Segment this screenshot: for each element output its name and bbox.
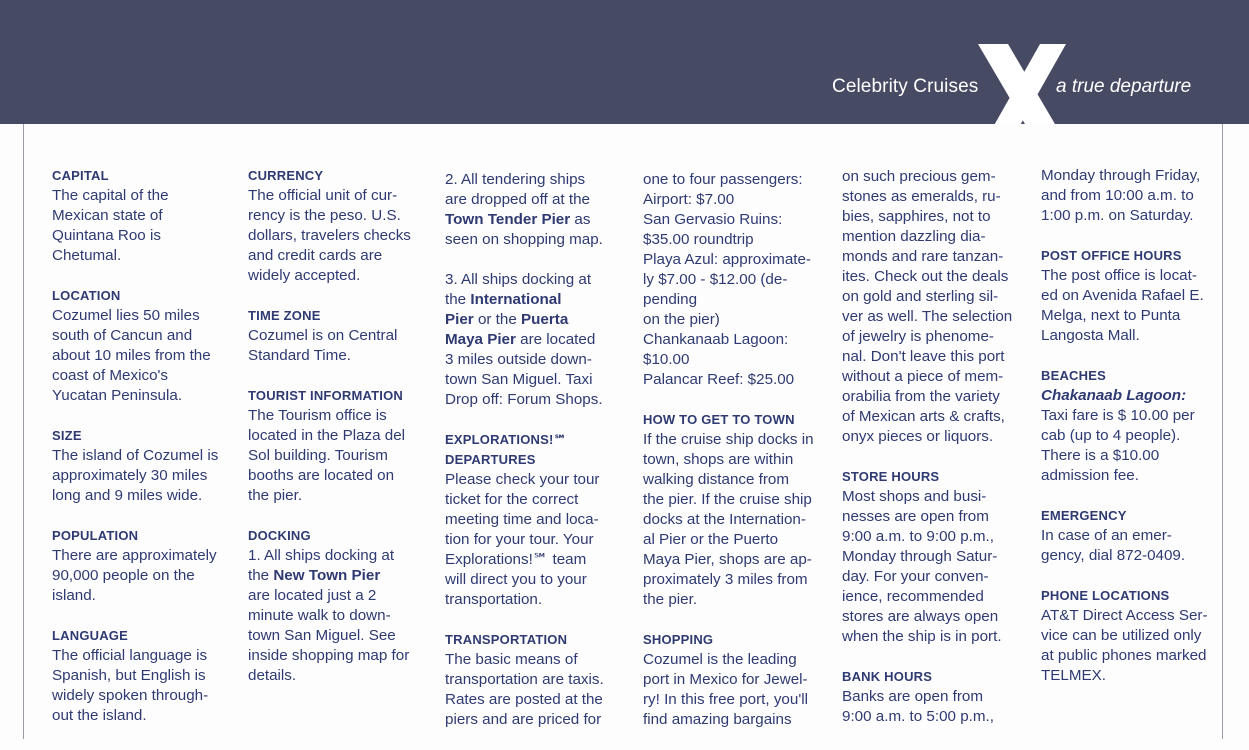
text-line: Maya Pier, shops are ap-: [643, 551, 812, 568]
text-line: Playa Azul: approximate-: [643, 251, 811, 268]
text-line: find amazing bargains: [643, 711, 792, 728]
text-line: Monday through Friday,: [1041, 167, 1201, 184]
text-line: approximately 30 miles: [52, 467, 208, 484]
section-shopping: [643, 630, 829, 730]
text-line: out the island.: [52, 707, 147, 724]
text-line: Please check your tour: [445, 471, 600, 488]
text-line: The basic means of: [445, 651, 578, 668]
heading-tourist-information: TOURIST INFORMATION: [248, 388, 403, 403]
section-store-hours: [842, 467, 1028, 647]
text-line: $10.00: [643, 351, 690, 368]
text-line: widely accepted.: [248, 267, 361, 284]
heading-explorations: EXPLORATIONS!℠: [445, 432, 567, 447]
text-line: ry! In this free port, you'll: [643, 691, 808, 708]
text-line: Melga, next to Punta: [1041, 307, 1181, 324]
text-line: Monday through Satur-: [842, 548, 998, 565]
text-line: island.: [52, 587, 96, 604]
header-banner: [0, 0, 1249, 124]
text-line: admission fee.: [1041, 467, 1139, 484]
text-line: about 10 miles from the: [52, 347, 211, 364]
text-line: inside shopping map for: [248, 647, 410, 664]
heading-docking: DOCKING: [248, 528, 311, 543]
text-line: Rates are posted at the: [445, 691, 603, 708]
text-line: port in Mexico for Jewel-: [643, 671, 808, 688]
text-line: 3. All ships docking at: [445, 271, 592, 288]
pier-name: New Town Pier: [273, 567, 381, 584]
text-line: Mexican state of: [52, 207, 163, 224]
text-line: Yucatan Peninsula.: [52, 387, 183, 404]
text-line: 9:00 a.m. to 9:00 p.m.,: [842, 528, 994, 545]
section-transportation: [445, 630, 631, 730]
heading-language: LANGUAGE: [52, 628, 128, 643]
text-line: [248, 566, 434, 586]
text-line: Sol building. Tourism: [248, 447, 388, 464]
text-line: 90,000 people on the: [52, 567, 195, 584]
heading-size: SIZE: [52, 428, 82, 443]
text-line: of Mexican arts & crafts,: [842, 408, 1005, 425]
heading-shopping: SHOPPING: [643, 632, 714, 647]
text-line: day. For your conven-: [842, 568, 989, 585]
text-line: In case of an emer-: [1041, 527, 1172, 544]
heading-store-hours: STORE HOURS: [842, 469, 940, 484]
text-line: 2. All tendering ships: [445, 171, 586, 188]
text-line: proximately 3 miles from: [643, 571, 808, 588]
text-line: 1:00 p.m. on Saturday.: [1041, 207, 1194, 224]
text-line: tion for your tour. Your: [445, 531, 594, 548]
text-line: [445, 210, 631, 230]
text-line: minute walk to down-: [248, 607, 391, 624]
heading-departures: DEPARTURES: [445, 452, 536, 467]
pier-name: Puerta: [521, 311, 569, 328]
text-line: Banks are open from: [842, 688, 983, 705]
text-fragment: are located: [515, 331, 596, 348]
left-rule: [23, 124, 24, 739]
text-line: the pier.: [248, 487, 303, 504]
text-line: TELMEX.: [1041, 667, 1106, 684]
column-1: [52, 166, 238, 746]
tagline: a true departure: [1056, 76, 1192, 97]
text-line: [445, 310, 631, 330]
text-fragment: as: [570, 211, 591, 228]
heading-time-zone: TIME ZONE: [248, 308, 321, 323]
text-line: long and 9 miles wide.: [52, 487, 203, 504]
section-time-zone: [248, 306, 434, 366]
text-line: ites. Check out the deals: [842, 268, 1009, 285]
text-line: 3 miles outside down-: [445, 351, 592, 368]
text-line: The capital of the: [52, 187, 169, 204]
text-line: south of Cancun and: [52, 327, 193, 344]
text-line: gency, dial 872-0409.: [1041, 547, 1186, 564]
pier-name: Town Tender Pier: [445, 211, 571, 228]
text-line: Standard Time.: [248, 347, 351, 364]
section-how-to-get-to-town: [643, 410, 829, 610]
text-line: If the cruise ship docks in: [643, 431, 814, 448]
text-line: on such precious gem-: [842, 168, 996, 185]
text-line: There is a $10.00: [1041, 447, 1160, 464]
text-line: will direct you to your: [445, 571, 587, 588]
text-line: Airport: $7.00: [643, 191, 735, 208]
section-post-office-hours: [1041, 246, 1227, 346]
section-docking-3: [445, 270, 631, 410]
text-line: Cozumel lies 50 miles: [52, 307, 200, 324]
text-line: ly $7.00 - $12.00 (de-: [643, 271, 788, 288]
column-2: [248, 166, 434, 706]
section-explorations: [445, 430, 631, 610]
text-line: and credit cards are: [248, 247, 383, 264]
brand-name: Celebrity Cruises: [832, 76, 979, 97]
text-line: seen on shopping map.: [445, 231, 603, 248]
text-line: The official language is: [52, 647, 208, 664]
heading-post-office-hours: POST OFFICE HOURS: [1041, 248, 1182, 263]
text-line: one to four passengers:: [643, 171, 803, 188]
column-6: [1041, 166, 1227, 706]
text-line: The post office is locat-: [1041, 267, 1197, 284]
text-line: nal. Don't leave this port: [842, 348, 1005, 365]
text-line: transportation are taxis.: [445, 671, 604, 688]
text-line: without a piece of mem-: [842, 368, 1004, 385]
text-line: nesses are open from: [842, 508, 989, 525]
section-currency: [248, 166, 434, 286]
text-line: when the ship is in port.: [842, 628, 1002, 645]
text-line: details.: [248, 667, 297, 684]
section-bank-hours: [842, 667, 1028, 727]
text-line: Most shops and busi-: [842, 488, 987, 505]
text-line: Spanish, but English is: [52, 667, 206, 684]
text-line: onyx pieces or liquors.: [842, 428, 994, 445]
text-line: located in the Plaza del: [248, 427, 406, 444]
text-line: [445, 290, 631, 310]
text-line: Quintana Roo is: [52, 227, 161, 244]
heading-population: POPULATION: [52, 528, 139, 543]
section-population: [52, 526, 238, 606]
text-line: docks at the Internation-: [643, 511, 806, 528]
section-docking-2: [445, 170, 631, 250]
beach-name: Chakanaab Lagoon:: [1041, 387, 1187, 404]
text-line: Langosta Mall.: [1041, 327, 1140, 344]
text-line: meeting time and loca-: [445, 511, 599, 528]
text-line: Cozumel is the leading: [643, 651, 797, 668]
text-line: town, shops are within: [643, 451, 794, 468]
column-3: [445, 170, 631, 750]
text-line: There are approximately: [52, 547, 217, 564]
section-beaches: [1041, 366, 1227, 486]
text-line: are dropped off at the: [445, 191, 590, 208]
text-line: widely spoken through-: [52, 687, 209, 704]
section-docking: [248, 526, 434, 686]
x-logo-icon: [970, 44, 1070, 124]
text-line: the pier. If the cruise ship: [643, 491, 812, 508]
text-line: transportation.: [445, 591, 543, 608]
section-emergency: [1041, 506, 1227, 566]
text-line: are located just a 2: [248, 587, 377, 604]
section-taxi-rates: [643, 170, 829, 390]
text-line: piers and are priced for: [445, 711, 602, 728]
text-line: Cozumel is on Central: [248, 327, 398, 344]
text-line: ticket for the correct: [445, 491, 579, 508]
section-tourist-information: [248, 386, 434, 506]
text-line: AT&T Direct Access Ser-: [1041, 607, 1208, 624]
text-line: The island of Cozumel is: [52, 447, 219, 464]
heading-emergency: EMERGENCY: [1041, 508, 1127, 523]
section-size: [52, 426, 238, 506]
section-location: [52, 286, 238, 406]
text-line: bies, sapphires, not to: [842, 208, 991, 225]
section-shopping-continued: [842, 167, 1028, 447]
text-line: Chankanaab Lagoon:: [643, 331, 789, 348]
text-fragment: the: [248, 567, 274, 584]
text-line: 9:00 a.m. to 5:00 p.m.,: [842, 708, 994, 725]
heading-phone-locations: PHONE LOCATIONS: [1041, 588, 1170, 603]
text-line: stores are always open: [842, 608, 999, 625]
text-line: The official unit of cur-: [248, 187, 398, 204]
text-line: ience, recommended: [842, 588, 984, 605]
text-line: stones as emeralds, ru-: [842, 188, 1001, 205]
text-line: Palancar Reef: $25.00: [643, 371, 795, 388]
text-line: ed on Avenida Rafael E.: [1041, 287, 1204, 304]
text-line: Taxi fare is $ 10.00 per: [1041, 407, 1195, 424]
text-line: The Tourism office is: [248, 407, 387, 424]
text-line: booths are located on: [248, 467, 395, 484]
heading-currency: CURRENCY: [248, 168, 324, 183]
section-phone-locations: [1041, 586, 1227, 686]
text-line: mention dazzling dia-: [842, 228, 986, 245]
text-line: on gold and sterling sil-: [842, 288, 999, 305]
text-fragment: the: [445, 291, 471, 308]
text-line: Drop off: Forum Shops.: [445, 391, 603, 408]
text-line: on the pier): [643, 311, 720, 328]
text-line: ver as well. The selection: [842, 308, 1013, 325]
text-line: $35.00 roundtrip: [643, 231, 754, 248]
heading-bank-hours: BANK HOURS: [842, 669, 933, 684]
text-line: 1. All ships docking at: [248, 547, 395, 564]
section-language: [52, 626, 238, 726]
heading-beaches: BEACHES: [1041, 368, 1106, 383]
text-line: monds and rare tanzan-: [842, 248, 1004, 265]
text-line: Chetumal.: [52, 247, 122, 264]
text-line: orabilia from the variety: [842, 388, 1000, 405]
text-fragment: or the: [473, 311, 521, 328]
heading-how-to-get-to-town: HOW TO GET TO TOWN: [643, 412, 795, 427]
column-5: [842, 167, 1028, 747]
text-line: the pier.: [643, 591, 698, 608]
section-bank-hours-continued: [1041, 166, 1227, 226]
column-4: [643, 170, 829, 750]
text-line: al Pier or the Puerto: [643, 531, 779, 548]
pier-name: Maya Pier: [445, 331, 516, 348]
text-line: pending: [643, 291, 698, 308]
pier-name: Pier: [445, 311, 474, 328]
text-line: Explorations!℠ team: [445, 551, 587, 568]
text-line: walking distance from: [643, 471, 790, 488]
text-line: cab (up to 4 people).: [1041, 427, 1181, 444]
section-capital: [52, 166, 238, 266]
text-line: town San Miguel. See: [248, 627, 396, 644]
text-line: [445, 330, 631, 350]
text-line: San Gervasio Ruins:: [643, 211, 783, 228]
text-line: and from 10:00 a.m. to: [1041, 187, 1194, 204]
text-line: rency is the peso. U.S.: [248, 207, 401, 224]
pier-name: International: [470, 291, 562, 308]
heading-transportation: TRANSPORTATION: [445, 632, 568, 647]
text-line: coast of Mexico's: [52, 367, 169, 384]
text-line: dollars, travelers checks: [248, 227, 411, 244]
text-line: at public phones marked: [1041, 647, 1207, 664]
text-line: vice can be utilized only: [1041, 627, 1202, 644]
heading-location: LOCATION: [52, 288, 121, 303]
text-line: town San Miguel. Taxi: [445, 371, 593, 388]
heading-capital: CAPITAL: [52, 168, 109, 183]
text-line: of jewelry is phenome-: [842, 328, 994, 345]
